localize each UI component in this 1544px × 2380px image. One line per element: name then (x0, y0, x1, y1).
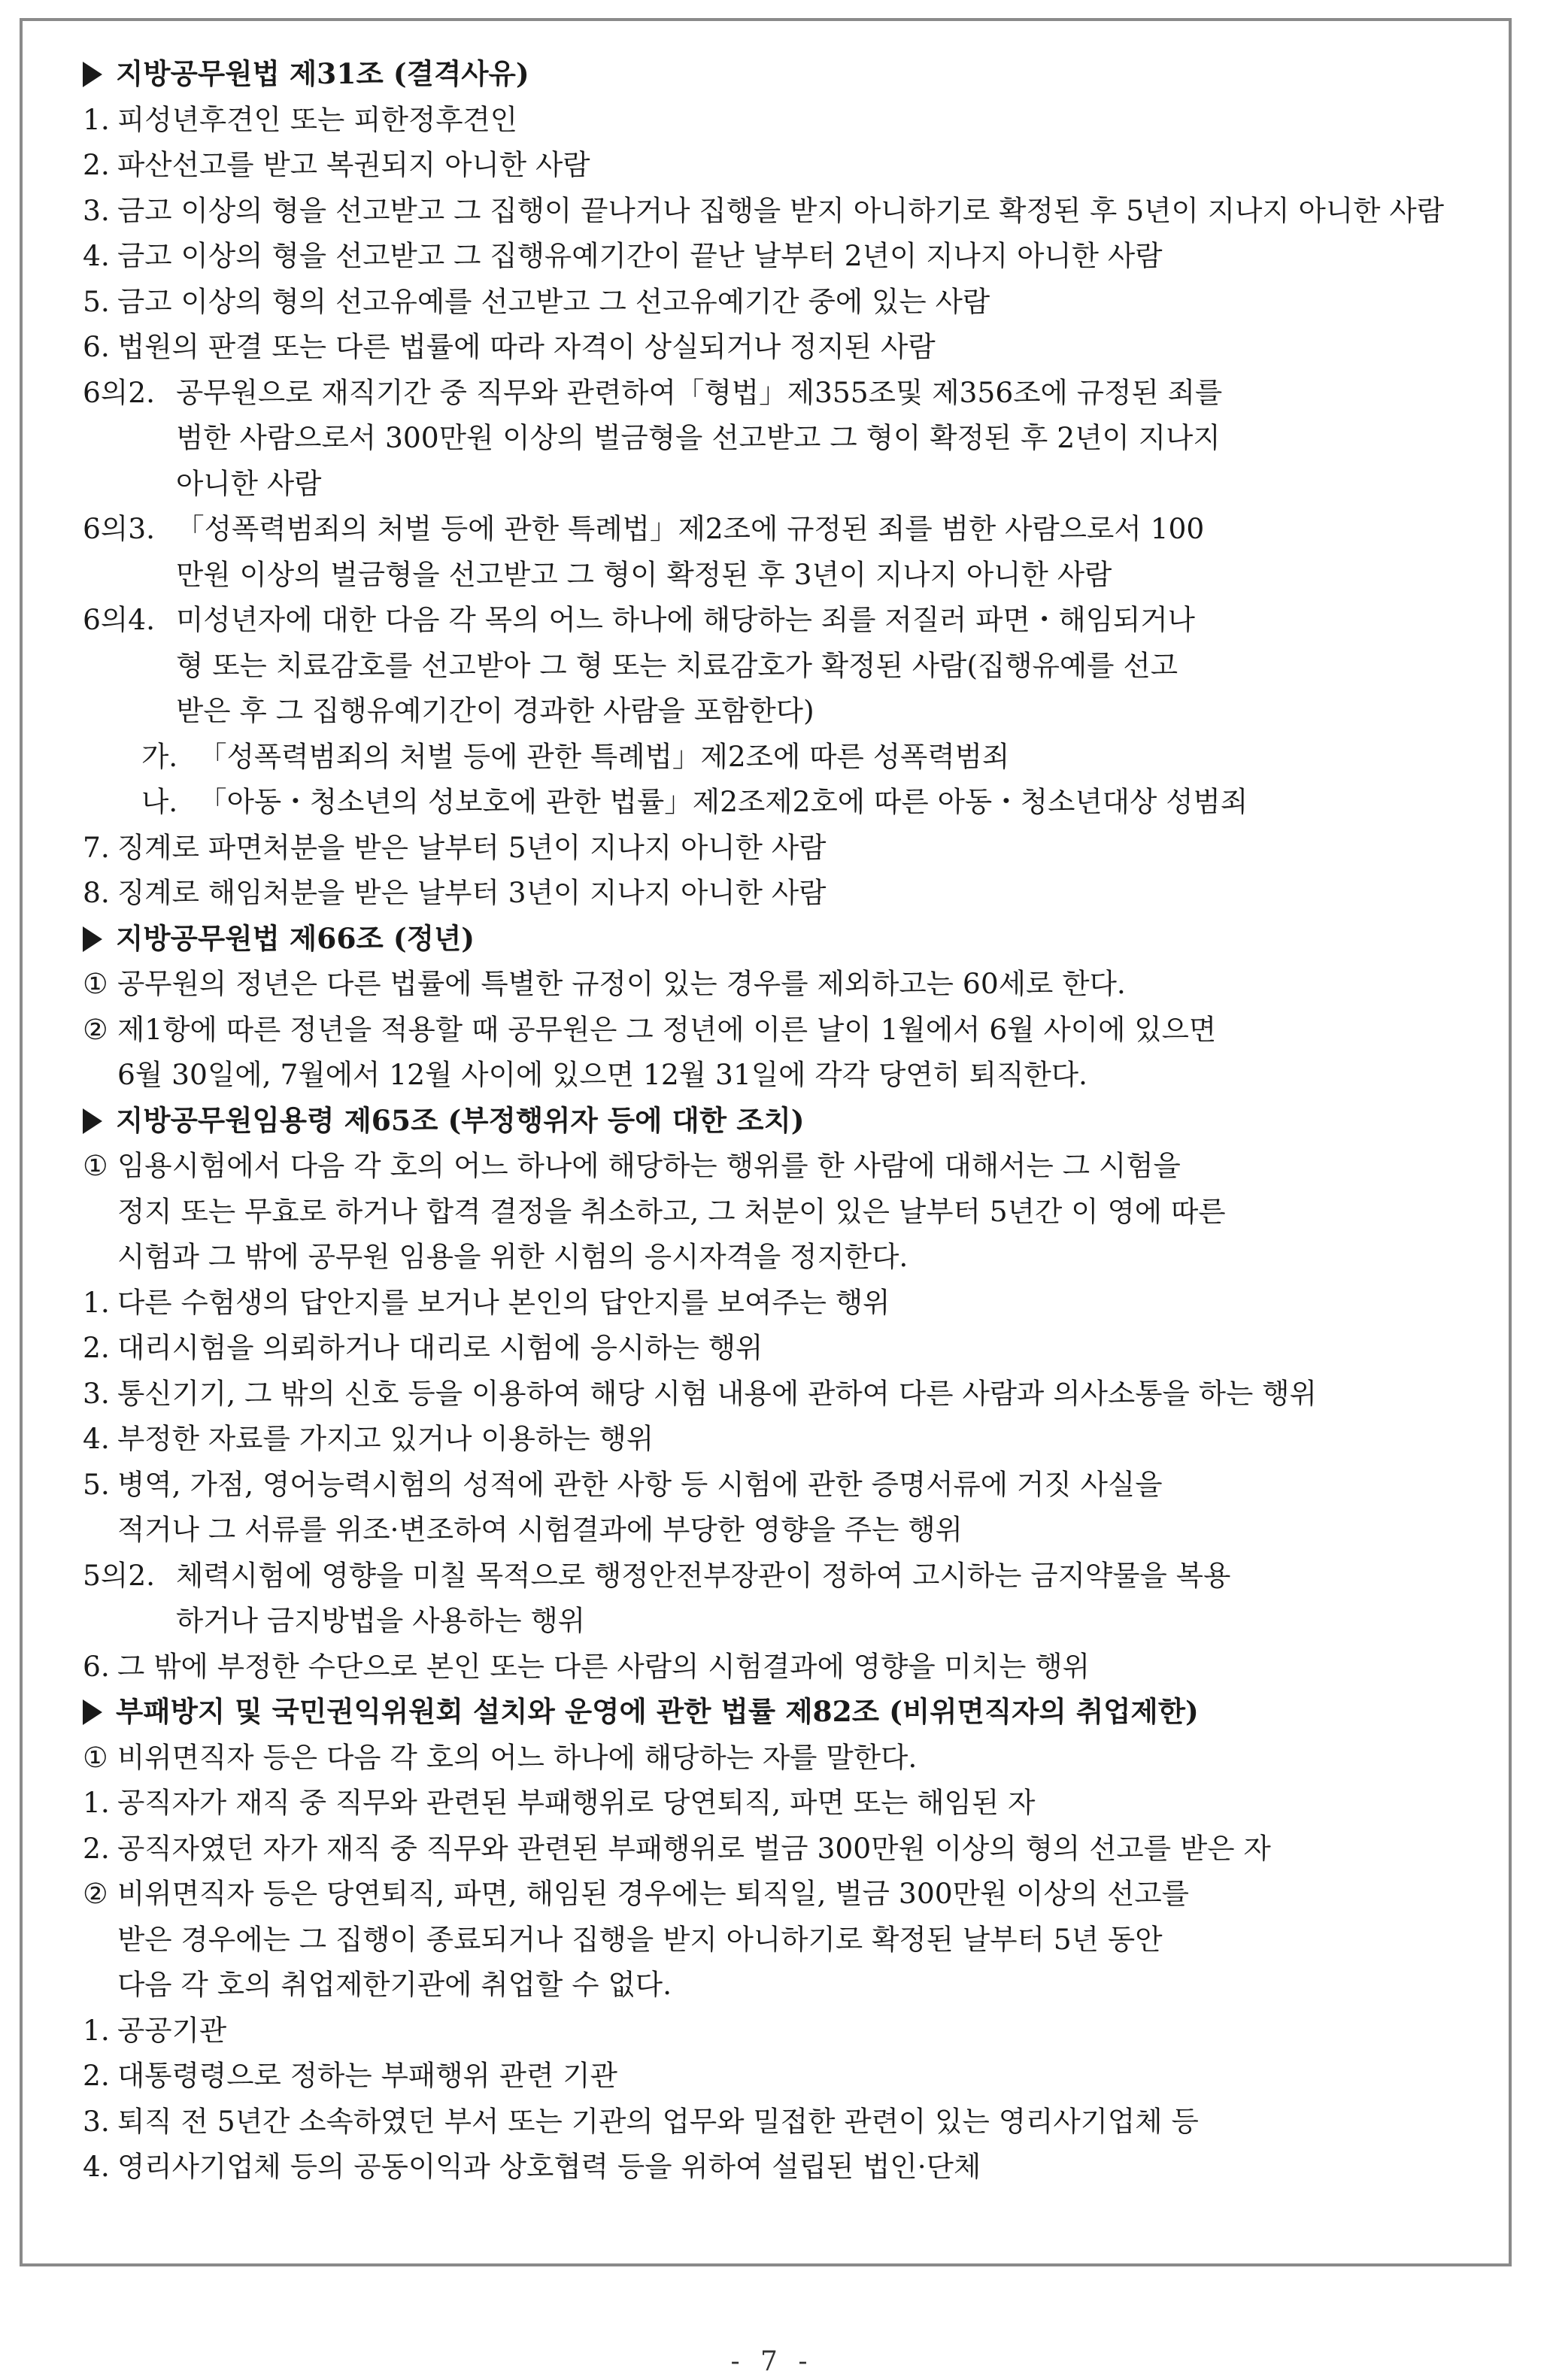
clause-marker: 6. (83, 330, 110, 363)
clause-text: 다음 각 호의 취업제한기관에 취업할 수 없다. (117, 1968, 672, 2001)
clause-marker: 6. (83, 1649, 110, 1683)
section-heading (83, 916, 1512, 962)
section-title: 지방공무원법 제66조 (정년) (116, 921, 475, 955)
clause-marker: 1. (83, 2013, 110, 2047)
clause-text: 적거나 그 서류를 위조·변조하여 시험결과에 부당한 영향을 주는 행위 (117, 1513, 963, 1546)
clause-line (83, 1644, 1512, 1690)
clause-marker: 8. (83, 876, 110, 909)
clause-text: 부정한 자료를 가지고 있거나 이용하는 행위 (117, 1422, 654, 1455)
clause-line (83, 1507, 1512, 1553)
clause-text: 미성년자에 대한 다음 각 목의 어느 하나에 해당하는 죄를 저질러 파면・해임되거나 (176, 603, 1195, 636)
clause-text: 정지 또는 무효로 하거나 합격 결정을 취소하고, 그 처분이 있은 날부터 5년간 이 영에 따른 (117, 1194, 1226, 1228)
clause-line (83, 1962, 1512, 2008)
clause-line (83, 2008, 1512, 2054)
clause-text: 「성폭력범죄의 처벌 등에 관한 특례법」제2조에 따른 성폭력범죄 (199, 739, 1010, 773)
clause-marker: 6의2. (83, 375, 156, 409)
clause-line (83, 597, 1512, 643)
clause-line (83, 1917, 1512, 1963)
triangle-bullet-icon (83, 926, 102, 952)
clause-marker: 4. (83, 239, 110, 272)
document-body (83, 51, 1512, 2190)
clause-marker: ① (83, 1740, 108, 1774)
clause-marker: 3. (83, 193, 110, 227)
clause-line (83, 506, 1512, 552)
clause-line (83, 1871, 1512, 1917)
clause-line (83, 779, 1512, 825)
clause-line (83, 188, 1512, 234)
clause-marker: ② (83, 1877, 108, 1910)
clause-text: 「아동・청소년의 성보호에 관한 법률」제2조제2호에 따른 아동・청소년대상 성범죄 (199, 785, 1248, 818)
clause-line (83, 97, 1512, 143)
clause-line (83, 1052, 1512, 1098)
clause-line (83, 1143, 1512, 1189)
clause-line (83, 643, 1512, 689)
clause-marker: 6의3. (83, 512, 156, 545)
clause-line (83, 1553, 1512, 1599)
clause-line (83, 552, 1512, 598)
clause-text: 「성폭력범죄의 처벌 등에 관한 특례법」제2조에 규정된 죄를 범한 사람으로서 100 (176, 512, 1205, 545)
clause-marker: ② (83, 1012, 108, 1046)
clause-text: 제1항에 따른 정년을 적용할 때 공무원은 그 정년에 이른 날이 1월에서 6월 사이에 있으면 (117, 1012, 1217, 1046)
clause-line (83, 961, 1512, 1007)
clause-line (83, 142, 1512, 188)
clause-line (83, 1371, 1512, 1417)
clause-line (83, 1189, 1512, 1235)
clause-marker: 3. (83, 2104, 110, 2138)
clause-text: 6월 30일에, 7월에서 12월 사이에 있으면 12월 31일에 각각 당연히 퇴직한다. (117, 1058, 1087, 1091)
section-heading (83, 1098, 1512, 1144)
clause-marker: 가. (141, 739, 178, 773)
clause-marker: 1. (83, 1786, 110, 1819)
section-heading (83, 1689, 1512, 1735)
clause-line (83, 2099, 1512, 2145)
clause-text: 비위면직자 등은 다음 각 호의 어느 하나에 해당하는 자를 말한다. (117, 1740, 918, 1774)
document-frame (20, 18, 1512, 2266)
clause-line (83, 461, 1512, 507)
clause-line (83, 233, 1512, 279)
clause-text: 피성년후견인 또는 피한정후견인 (117, 102, 518, 136)
clause-line (83, 688, 1512, 734)
clause-text: 파산선고를 받고 복권되지 아니한 사람 (117, 148, 590, 181)
clause-marker: 1. (83, 1285, 110, 1319)
triangle-bullet-icon (83, 1699, 102, 1725)
clause-text: 공무원의 정년은 다른 법률에 특별한 규정이 있는 경우를 제외하고는 60세로 한다. (117, 967, 1126, 1000)
clause-text: 징계로 해임처분을 받은 날부터 3년이 지나지 아니한 사람 (117, 876, 827, 909)
page-number: - 7 - (730, 2346, 814, 2377)
clause-text: 영리사기업체 등의 공동이익과 상호협력 등을 위하여 설립된 법인·단체 (117, 2150, 981, 2183)
clause-line (83, 1598, 1512, 1644)
clause-line (83, 870, 1512, 916)
clause-text: 시험과 그 밖에 공무원 임용을 위한 시험의 응시자격을 정지한다. (117, 1240, 909, 1273)
clause-text: 금고 이상의 형의 선고유예를 선고받고 그 선고유예기간 중에 있는 사람 (117, 284, 990, 318)
clause-marker: 5. (83, 284, 110, 318)
clause-marker: 나. (141, 785, 178, 818)
clause-marker: ① (83, 967, 108, 1000)
clause-marker: 2. (83, 1331, 110, 1364)
clause-line (83, 1462, 1512, 1508)
clause-marker: 4. (83, 1422, 110, 1455)
clause-text: 병역, 가점, 영어능력시험의 성적에 관한 사항 등 시험에 관한 증명서류에 거짓 사실을 (117, 1467, 1163, 1501)
clause-line (83, 1826, 1512, 1872)
clause-line (83, 324, 1512, 370)
section-title: 지방공무원임용령 제65조 (부정행위자 등에 대한 조치) (116, 1103, 805, 1137)
clause-text: 형 또는 치료감호를 선고받아 그 형 또는 치료감호가 확정된 사람(집행유예를 선고 (176, 648, 1178, 682)
clause-text: 금고 이상의 형을 선고받고 그 집행이 끝나거나 집행을 받지 아니하기로 확정된 후 5년이 지나지 아니한 사람 (117, 193, 1445, 227)
clause-marker: 7. (83, 830, 110, 864)
clause-text: 공공기관 (117, 2013, 227, 2047)
clause-line (83, 415, 1512, 461)
triangle-bullet-icon (83, 1108, 102, 1134)
clause-marker: 2. (83, 148, 110, 181)
clause-text: 공무원으로 재직기간 중 직무와 관련하여「형법」제355조및 제356조에 규정된 죄를 (176, 375, 1223, 409)
clause-text: 징계로 파면처분을 받은 날부터 5년이 지나지 아니한 사람 (117, 830, 827, 864)
clause-text: 다른 수험생의 답안지를 보거나 본인의 답안지를 보여주는 행위 (117, 1285, 890, 1319)
clause-text: 금고 이상의 형을 선고받고 그 집행유예기간이 끝난 날부터 2년이 지나지 아니한 사람 (117, 239, 1163, 272)
clause-text: 퇴직 전 5년간 소속하였던 부서 또는 기관의 업무와 밀접한 관련이 있는 영리사기업체 등 (117, 2104, 1199, 2138)
clause-text: 공직자가 재직 중 직무와 관련된 부패행위로 당연퇴직, 파면 또는 해임된 자 (117, 1786, 1036, 1819)
clause-text: 공직자였던 자가 재직 중 직무와 관련된 부패행위로 벌금 300만원 이상의 형의 선고를 받은 자 (117, 1831, 1271, 1865)
clause-marker: 1. (83, 102, 110, 136)
section-heading (83, 51, 1512, 97)
clause-marker: 4. (83, 2150, 110, 2183)
clause-line (83, 1280, 1512, 1326)
clause-text: 통신기기, 그 밖의 신호 등을 이용하여 해당 시험 내용에 관하여 다른 사람과 의사소통을 하는 행위 (117, 1376, 1317, 1410)
clause-text: 체력시험에 영향을 미칠 목적으로 행정안전부장관이 정하여 고시하는 금지약물을 복용 (176, 1558, 1231, 1592)
clause-text: 그 밖에 부정한 수단으로 본인 또는 다른 사람의 시험결과에 영향을 미치는 행위 (117, 1649, 1091, 1683)
clause-text: 비위면직자 등은 당연퇴직, 파면, 해임된 경우에는 퇴직일, 벌금 300만원 이상의 선고를 (117, 1877, 1189, 1910)
clause-marker: 2. (83, 1831, 110, 1865)
clause-text: 받은 후 그 집행유예기간이 경과한 사람을 포함한다) (176, 694, 814, 727)
clause-text: 하거나 금지방법을 사용하는 행위 (176, 1604, 586, 1637)
clause-text: 아니한 사람 (176, 466, 322, 500)
clause-marker: 5의2. (83, 1558, 156, 1592)
clause-line (83, 1234, 1512, 1280)
clause-line (83, 1735, 1512, 1781)
clause-text: 임용시험에서 다음 각 호의 어느 하나에 해당하는 행위를 한 사람에 대해서는 그 시험을 (117, 1149, 1181, 1182)
clause-line (83, 370, 1512, 416)
clause-line (83, 825, 1512, 871)
clause-line (83, 279, 1512, 325)
clause-marker: ① (83, 1149, 108, 1182)
clause-line (83, 2053, 1512, 2099)
clause-marker: 5. (83, 1467, 110, 1501)
clause-marker: 6의4. (83, 603, 156, 636)
clause-marker: 3. (83, 1376, 110, 1410)
clause-line (83, 734, 1512, 780)
section-title: 부패방지 및 국민권익위원회 설치와 운영에 관한 법률 제82조 (비위면직자의 취업제한) (116, 1695, 1199, 1728)
clause-line (83, 2144, 1512, 2190)
clause-text: 받은 경우에는 그 집행이 종료되거나 집행을 받지 아니하기로 확정된 날부터 5년 동안 (117, 1922, 1163, 1956)
clause-text: 범한 사람으로서 300만원 이상의 벌금형을 선고받고 그 형이 확정된 후 2년이 지나지 (176, 421, 1221, 454)
clause-line (83, 1007, 1512, 1053)
clause-line (83, 1780, 1512, 1826)
clause-text: 만원 이상의 벌금형을 선고받고 그 형이 확정된 후 3년이 지나지 아니한 사람 (176, 557, 1112, 591)
clause-text: 법원의 판결 또는 다른 법률에 따라 자격이 상실되거나 정지된 사람 (117, 330, 936, 363)
clause-marker: 2. (83, 2059, 110, 2092)
clause-line (83, 1416, 1512, 1462)
triangle-bullet-icon (83, 62, 102, 87)
clause-text: 대통령령으로 정하는 부패행위 관련 기관 (117, 2059, 617, 2092)
clause-text: 대리시험을 의뢰하거나 대리로 시험에 응시하는 행위 (117, 1331, 763, 1364)
clause-line (83, 1325, 1512, 1371)
section-title: 지방공무원법 제31조 (결격사유) (116, 57, 529, 90)
